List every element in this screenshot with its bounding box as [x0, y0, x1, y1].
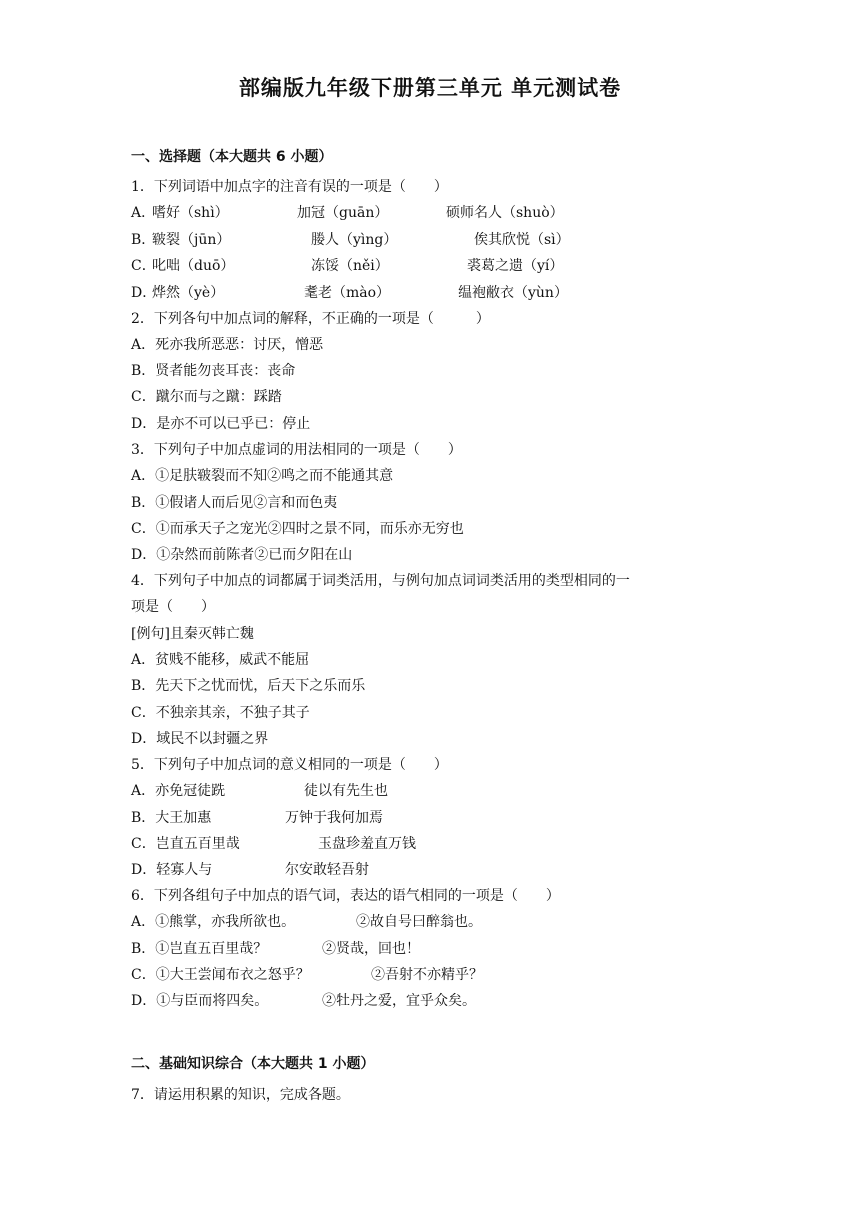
q5-option-b-item-2: 万钟于我何加焉 [285, 810, 383, 826]
q3-option-a: A．①足肤皲裂而不知②鸣之而不能通其意 [131, 468, 394, 484]
q1-option-d-item-2: 耄老（mào） [304, 285, 391, 301]
q2-option-c: C．蹴尔而与之蹴：踩踏 [131, 389, 282, 405]
q6-option-d-item-1: D．①与臣而将四矣。 [131, 993, 269, 1009]
q5-option-c-item-2: 玉盘珍羞直万钱 [318, 836, 416, 852]
q4-example: [例句]且秦灭韩亡魏 [131, 626, 254, 642]
question-5-stem: 5．下列句子中加点词的意义相同的一项是（ ） [131, 757, 448, 773]
q1-option-c-label: C． [131, 258, 156, 274]
q1-option-b-item-1: 皲裂（jūn） [152, 232, 231, 248]
q2-option-d: D．是亦不可以已乎已：停止 [131, 416, 311, 432]
q1-option-a-item-1: 嗜好（shì） [152, 205, 229, 221]
q1-option-a-label: A． [131, 205, 156, 221]
section-heading-choice: 一、选择题（本大题共 6 小题） [131, 149, 333, 165]
q6-option-c-item-2: ②吾射不亦精乎？ [371, 967, 483, 983]
question-1-stem: 1．下列词语中加点字的注音有误的一项是（ ） [131, 179, 448, 195]
q1-option-c-item-2: 冻馁（něi） [311, 258, 389, 274]
q1-option-d-item-1: 烨然（yè） [152, 285, 225, 301]
q4-option-a: A．贫贱不能移，威武不能屈 [131, 652, 310, 668]
q6-option-b-item-2: ②贤哉，回也！ [322, 941, 420, 957]
q4-option-c: C．不独亲其亲，不独子其子 [131, 705, 310, 721]
q6-option-a-item-2: ②故自号曰醉翁也。 [356, 914, 482, 930]
q1-option-b-label: B． [131, 232, 156, 248]
q1-option-c-item-3: 裘葛之遗（yí） [467, 258, 564, 274]
q4-option-d: D．域民不以封疆之界 [131, 731, 269, 747]
q2-option-a: A．死亦我所恶恶：讨厌，憎恶 [131, 337, 324, 353]
q5-option-d-item-1: D．轻寡人与 [131, 862, 213, 878]
question-4-stem-line-2: 项是（ ） [131, 599, 215, 615]
q1-option-d-label: D． [131, 285, 157, 301]
question-2-stem: 2．下列各句中加点词的解释，不正确的一项是（ ） [131, 311, 490, 327]
question-4-stem-line-1: 4．下列句子中加点的词都属于词类活用，与例句加点词词类活用的类型相同的一 [131, 573, 630, 589]
q5-option-a-item-2: 徒以有先生也 [304, 783, 388, 799]
document-title: 部编版九年级下册第三单元 单元测试卷 [238, 76, 622, 100]
q3-option-c: C．①而承天子之宠光②四时之景不同，而乐亦无穷也 [131, 521, 464, 537]
q6-option-b-item-1: B．①岂直五百里哉？ [131, 941, 268, 957]
q5-option-d-item-2: 尔安敢轻吾射 [285, 862, 369, 878]
q2-option-b: B．贤者能勿丧耳丧：丧命 [131, 363, 296, 379]
q3-option-d: D．①杂然而前陈者②已而夕阳在山 [131, 547, 353, 563]
q5-option-a-item-1: A．亦免冠徒跣 [131, 783, 226, 799]
q1-option-c-item-1: 叱咄（duō） [152, 258, 235, 274]
q6-option-a-item-1: A．①熊掌，亦我所欲也。 [131, 914, 296, 930]
question-6-stem: 6．下列各组句子中加点的语气词，表达的语气相同的一项是（ ） [131, 888, 560, 904]
q1-option-b-item-2: 媵人（yìng） [311, 232, 398, 248]
q1-option-a-item-2: 加冠（guān） [297, 205, 389, 221]
q6-option-d-item-2: ②牡丹之爱，宜乎众矣。 [322, 993, 476, 1009]
q5-option-c-item-1: C．岂直五百里哉 [131, 836, 240, 852]
q1-option-d-item-3: 缊袍敝衣（yùn） [458, 285, 568, 301]
q3-option-b: B．①假诸人而后见②言和而色夷 [131, 495, 338, 511]
section-heading-basic-knowledge: 二、基础知识综合（本大题共 1 小题） [131, 1056, 375, 1072]
q1-option-b-item-3: 俟其欣悦（sì） [474, 232, 570, 248]
q4-option-b: B．先天下之忧而忧，后天下之乐而乐 [131, 678, 366, 694]
q1-option-a-item-3: 硕师名人（shuò） [446, 205, 564, 221]
question-3-stem: 3．下列句子中加点虚词的用法相同的一项是（ ） [131, 442, 462, 458]
q5-option-b-item-1: B．大王加惠 [131, 810, 212, 826]
q6-option-c-item-1: C．①大王尝闻布衣之怒乎？ [131, 967, 310, 983]
question-7-stem: 7．请运用积累的知识，完成各题。 [131, 1087, 350, 1103]
